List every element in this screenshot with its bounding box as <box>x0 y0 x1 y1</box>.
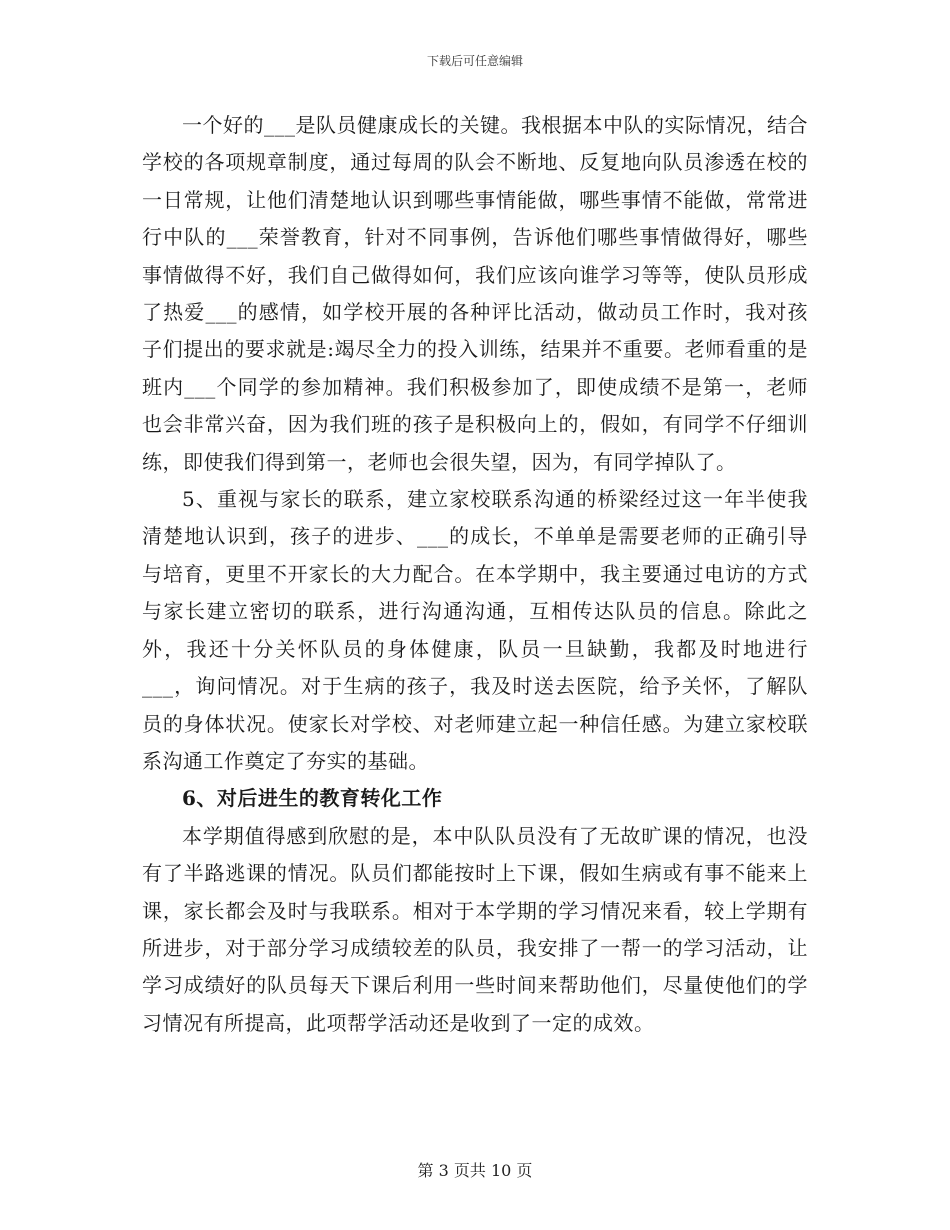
section-heading-underachievers: 6、对后进生的教育转化工作 <box>182 786 443 811</box>
page-footer: 第 3 页共 10 页 <box>417 1161 533 1180</box>
page-header: 下载后可任意编辑 <box>426 54 523 68</box>
document-body <box>142 107 808 1042</box>
paragraph-team-culture: 一个好的___是队员健康成长的关键。我根据本中队的实际情况，结合学校的各项规章制度，通过每周的队会不断地、反复地向队员渗透在校的一日常规，让他们清楚地认识到哪些事情能做，哪些事情不能做，常常进行中队的___荣誉教育，针对不同事例，告诉他们哪些事情做得好，哪些事情做得不好，我们自己做得如何，我们应该向谁学习等等，使队员形成了热爱___的感情，如学校开展的各种评比活动，做动员工作时，我对孩子们提出的要求就是:竭尽全力的投入训练，结果并不重要。老师看重的是班内___个同学的参加精神。我们积极参加了，即使成绩不是第一，老师也会非常兴奋，因为我们班的孩子是积极向上的，假如，有同学不仔细训练，即使我们得到第一，老师也会很失望，因为，有同学掉队了。 <box>142 113 808 474</box>
paragraph-underachievers: 本学期值得感到欣慰的是，本中队队员没有了无故旷课的情况，也没有了半路逃课的情况。队员们都能按时上下课，假如生病或有事不能来上课，家长都会及时与我联系。相对于本学期的学习情况来看，较上学期有所进步，对于部分学习成绩较差的队员，我安排了一帮一的学习活动，让学习成绩好的队员每天下课后利用一些时间来帮助他们，尽量使他们的学习情况有所提高，此项帮学活动还是收到了一定的成效。 <box>142 823 808 1035</box>
paragraph-parent-contact: 5、重视与家长的联系，建立家校联系沟通的桥梁经过这一年半使我清楚地认识到，孩子的进步、___的成长，不单单是需要老师的正确引导与培育，更里不开家长的大力配合。在本学期中，我主要通过电访的方式与家长建立密切的联系，进行沟通沟通，互相传达队员的信息。除此之外，我还十分关怀队员的身体健康，队员一旦缺勤，我都及时地进行___，询问情况。对于生病的孩子，我及时送去医院，给予关怀，了解队员的身体状况。使家长对学校、对老师建立起一种信任感。为建立家校联系沟通工作奠定了夯实的基础。 <box>142 487 808 773</box>
